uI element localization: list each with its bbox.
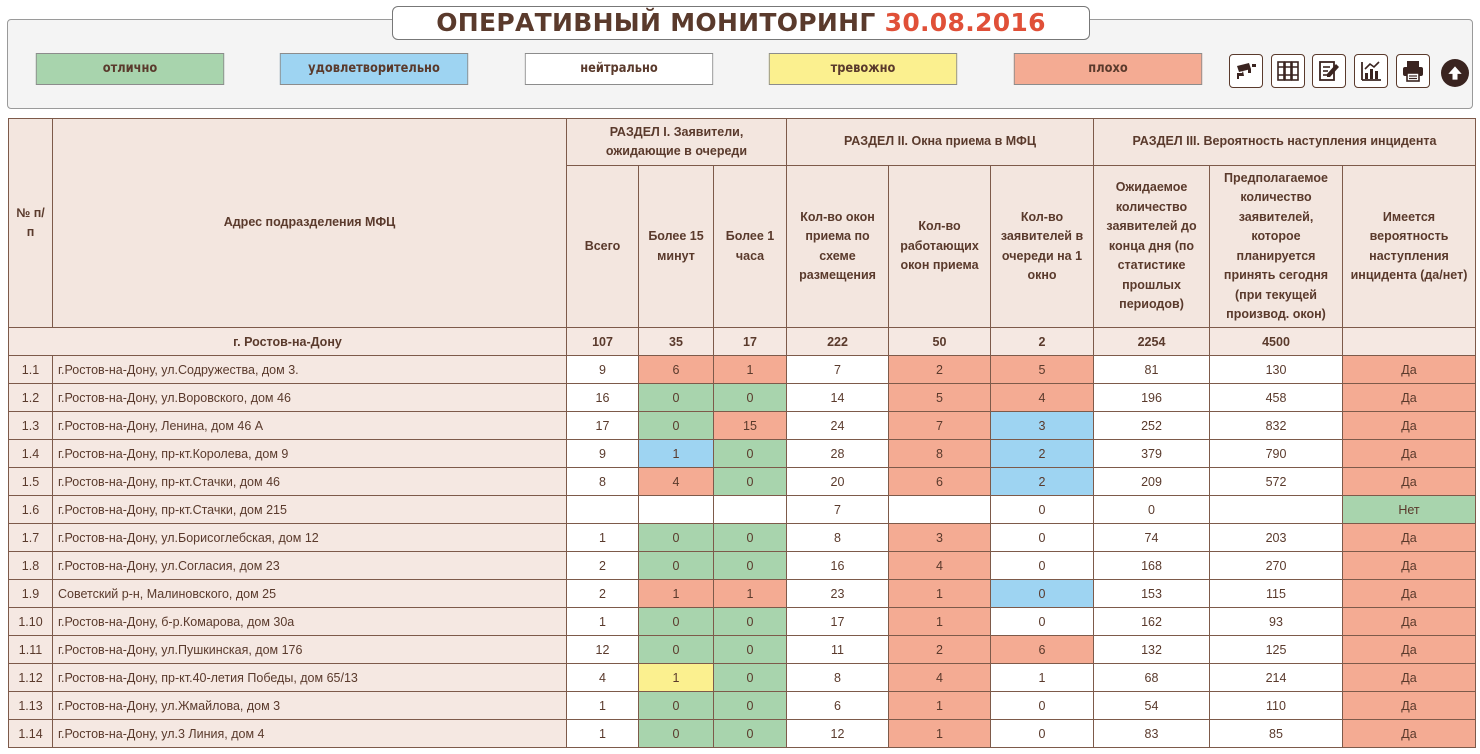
cell-expected: 162 <box>1094 608 1210 636</box>
cell-expected: 83 <box>1094 720 1210 748</box>
header-windows-scheme: Кол-во окон приема по схеме размещения <box>787 166 889 328</box>
table-row <box>9 468 1476 496</box>
cell-address: г.Ростов-на-Дону, ул.Борисоглебская, дом 12 <box>53 524 567 552</box>
cell-queue-per-window: 0 <box>991 580 1094 608</box>
cell-total: 1 <box>567 720 639 748</box>
cell-windows-scheme: 28 <box>787 440 889 468</box>
cell-address: г.Ростов-на-Дону, ул.Согласия, дом 23 <box>53 552 567 580</box>
cell-incident: Да <box>1343 384 1476 412</box>
cell-windows-scheme: 24 <box>787 412 889 440</box>
cell-planned: 214 <box>1210 664 1343 692</box>
cell-planned: 125 <box>1210 636 1343 664</box>
cell-windows-scheme: 23 <box>787 580 889 608</box>
cell-1hour: 0 <box>714 384 787 412</box>
cell-15min: 1 <box>639 580 714 608</box>
cell-address: г.Ростов-на-Дону, ул.Жмайлова, дом 3 <box>53 692 567 720</box>
cell-incident: Да <box>1343 440 1476 468</box>
cell-15min: 0 <box>639 608 714 636</box>
header-num: № п/п <box>9 119 53 328</box>
cell-windows-working: 1 <box>889 692 991 720</box>
table-row <box>9 524 1476 552</box>
cell-queue-per-window: 6 <box>991 636 1094 664</box>
cell-15min: 1 <box>639 664 714 692</box>
cell-windows-scheme: 7 <box>787 496 889 524</box>
summary-queue-per-window: 2 <box>991 328 1094 356</box>
cell-1hour: 0 <box>714 692 787 720</box>
cell-incident: Да <box>1343 636 1476 664</box>
cell-1hour: 0 <box>714 720 787 748</box>
cell-windows-scheme: 6 <box>787 692 889 720</box>
cell-15min: 0 <box>639 692 714 720</box>
header-queue-per-window: Кол-во заявителей в очереди на 1 окно <box>991 166 1094 328</box>
cell-1hour <box>714 496 787 524</box>
cell-planned <box>1210 496 1343 524</box>
cell-planned: 572 <box>1210 468 1343 496</box>
page-title <box>392 6 1090 40</box>
cell-planned: 790 <box>1210 440 1343 468</box>
cell-15min: 4 <box>639 468 714 496</box>
summary-expected: 2254 <box>1094 328 1210 356</box>
table-row <box>9 608 1476 636</box>
cell-incident: Нет <box>1343 496 1476 524</box>
cell-planned: 130 <box>1210 356 1343 384</box>
cell-expected: 132 <box>1094 636 1210 664</box>
cell-total: 17 <box>567 412 639 440</box>
header-1hour: Более 1 часа <box>714 166 787 328</box>
cell-15min: 0 <box>639 384 714 412</box>
print-icon <box>1401 59 1425 83</box>
cell-planned: 203 <box>1210 524 1343 552</box>
cell-windows-scheme: 16 <box>787 552 889 580</box>
header-section1: РАЗДЕЛ I. Заявители, ожидающие в очереди <box>567 119 787 166</box>
cell-expected: 252 <box>1094 412 1210 440</box>
cell-expected: 0 <box>1094 496 1210 524</box>
cell-address: г.Ростов-на-Дону, ул.Воровского, дом 46 <box>53 384 567 412</box>
cell-planned: 458 <box>1210 384 1343 412</box>
cell-address: г.Ростов-на-Дону, Ленина, дом 46 А <box>53 412 567 440</box>
header-section2: РАЗДЕЛ II. Окна приема в МФЦ <box>787 119 1094 166</box>
summary-windows-working: 50 <box>889 328 991 356</box>
cell-windows-working: 4 <box>889 664 991 692</box>
cell-windows-scheme: 7 <box>787 356 889 384</box>
cell-windows-working: 1 <box>889 608 991 636</box>
header-incident: Имеется вероятность наступления инцидента (да/нет) <box>1343 166 1476 328</box>
stats-icon <box>1359 59 1383 83</box>
cell-1hour: 0 <box>714 608 787 636</box>
cell-windows-scheme: 12 <box>787 720 889 748</box>
cell-1hour: 0 <box>714 524 787 552</box>
legend-excellent: отлично <box>36 53 224 85</box>
header-total: Всего <box>567 166 639 328</box>
cell-num: 1.1 <box>9 356 53 384</box>
cell-planned: 832 <box>1210 412 1343 440</box>
cell-windows-working: 7 <box>889 412 991 440</box>
cell-total: 2 <box>567 552 639 580</box>
cell-address: Советский р-н, Малиновского, дом 25 <box>53 580 567 608</box>
header-windows-working: Кол-во работающих окон приема <box>889 166 991 328</box>
cell-incident: Да <box>1343 468 1476 496</box>
cell-1hour: 0 <box>714 636 787 664</box>
scroll-up-button[interactable] <box>1441 59 1469 87</box>
cell-15min: 0 <box>639 636 714 664</box>
cell-windows-working: 8 <box>889 440 991 468</box>
cell-num: 1.8 <box>9 552 53 580</box>
summary-planned: 4500 <box>1210 328 1343 356</box>
cell-queue-per-window: 0 <box>991 496 1094 524</box>
legend-alarm: тревожно <box>769 53 957 85</box>
cell-windows-working: 1 <box>889 580 991 608</box>
cell-incident: Да <box>1343 608 1476 636</box>
arrow-up-icon <box>1445 63 1465 83</box>
cell-windows-scheme: 11 <box>787 636 889 664</box>
cell-queue-per-window: 0 <box>991 524 1094 552</box>
cell-total: 9 <box>567 440 639 468</box>
summary-incident <box>1343 328 1476 356</box>
summary-city: г. Ростов-на-Дону <box>9 328 567 356</box>
statistics-button[interactable] <box>1354 54 1388 88</box>
cell-num: 1.12 <box>9 664 53 692</box>
cell-incident: Да <box>1343 664 1476 692</box>
cell-queue-per-window: 0 <box>991 720 1094 748</box>
cell-15min: 0 <box>639 720 714 748</box>
cell-expected: 74 <box>1094 524 1210 552</box>
header-section3: РАЗДЕЛ III. Вероятность наступления инцидента <box>1094 119 1476 166</box>
cell-queue-per-window: 5 <box>991 356 1094 384</box>
header-planned: Предполагаемое количество заявителей, которое планируется принять сегодня (при текущей производ. окон) <box>1210 166 1343 328</box>
cell-windows-working: 6 <box>889 468 991 496</box>
cell-total: 4 <box>567 664 639 692</box>
table-row <box>9 412 1476 440</box>
summary-windows-scheme: 222 <box>787 328 889 356</box>
cell-queue-per-window: 2 <box>991 440 1094 468</box>
summary-1hour: 17 <box>714 328 787 356</box>
cell-incident: Да <box>1343 356 1476 384</box>
table-row <box>9 496 1476 524</box>
table-row <box>9 356 1476 384</box>
cell-address: г.Ростов-на-Дону, пр-кт.Стачки, дом 215 <box>53 496 567 524</box>
cell-num: 1.2 <box>9 384 53 412</box>
cell-planned: 110 <box>1210 692 1343 720</box>
cell-num: 1.3 <box>9 412 53 440</box>
cell-windows-scheme: 8 <box>787 524 889 552</box>
cell-total: 1 <box>567 692 639 720</box>
cell-address: г.Ростов-на-Дону, пр-кт.Королева, дом 9 <box>53 440 567 468</box>
cell-1hour: 0 <box>714 552 787 580</box>
cell-address: г.Ростов-на-Дону, б-р.Комарова, дом 30а <box>53 608 567 636</box>
cell-queue-per-window: 0 <box>991 692 1094 720</box>
legend-bad: плохо <box>1014 53 1202 85</box>
cell-windows-working: 2 <box>889 636 991 664</box>
cell-total: 1 <box>567 608 639 636</box>
cell-1hour: 0 <box>714 468 787 496</box>
page-title-date: 30.08.2016 <box>884 8 1046 37</box>
cell-expected: 54 <box>1094 692 1210 720</box>
books-button[interactable] <box>1271 54 1305 88</box>
cell-15min: 6 <box>639 356 714 384</box>
cell-windows-scheme: 14 <box>787 384 889 412</box>
table-row <box>9 580 1476 608</box>
cell-1hour: 1 <box>714 356 787 384</box>
table-row <box>9 636 1476 664</box>
page-title-text: ОПЕРАТИВНЫЙ МОНИТОРИНГ <box>436 8 876 37</box>
cell-expected: 196 <box>1094 384 1210 412</box>
cell-num: 1.14 <box>9 720 53 748</box>
cell-1hour: 0 <box>714 440 787 468</box>
print-button[interactable] <box>1396 54 1430 88</box>
legend-satisfactory: удовлетворительно <box>280 53 468 85</box>
cell-planned: 93 <box>1210 608 1343 636</box>
cell-total: 9 <box>567 356 639 384</box>
cell-address: г.Ростов-на-Дону, пр-кт.Стачки, дом 46 <box>53 468 567 496</box>
cell-incident: Да <box>1343 412 1476 440</box>
table-row <box>9 552 1476 580</box>
header-15min: Более 15 минут <box>639 166 714 328</box>
monitoring-table <box>8 118 1476 748</box>
cell-total: 12 <box>567 636 639 664</box>
cell-total: 2 <box>567 580 639 608</box>
cell-windows-working <box>889 496 991 524</box>
summary-15min: 35 <box>639 328 714 356</box>
cell-windows-scheme: 20 <box>787 468 889 496</box>
cell-total: 8 <box>567 468 639 496</box>
cell-incident: Да <box>1343 524 1476 552</box>
cell-15min: 0 <box>639 552 714 580</box>
cell-queue-per-window: 4 <box>991 384 1094 412</box>
cell-address: г.Ростов-на-Дону, пр-кт.40-летия Победы, дом 65/13 <box>53 664 567 692</box>
cell-windows-scheme: 8 <box>787 664 889 692</box>
cell-queue-per-window: 1 <box>991 664 1094 692</box>
cell-windows-working: 1 <box>889 720 991 748</box>
cell-planned: 85 <box>1210 720 1343 748</box>
cell-queue-per-window: 2 <box>991 468 1094 496</box>
cell-planned: 115 <box>1210 580 1343 608</box>
cell-windows-working: 3 <box>889 524 991 552</box>
cell-incident: Да <box>1343 552 1476 580</box>
cell-windows-working: 5 <box>889 384 991 412</box>
cell-windows-scheme: 17 <box>787 608 889 636</box>
cell-1hour: 0 <box>714 664 787 692</box>
header-address: Адрес подразделения МФЦ <box>53 119 567 328</box>
camera-button[interactable] <box>1229 54 1263 88</box>
cell-expected: 153 <box>1094 580 1210 608</box>
cell-incident: Да <box>1343 692 1476 720</box>
camera-icon <box>1234 59 1258 83</box>
table-row <box>9 720 1476 748</box>
cell-queue-per-window: 0 <box>991 552 1094 580</box>
cell-num: 1.6 <box>9 496 53 524</box>
legend-neutral: нейтрально <box>525 53 713 85</box>
cell-num: 1.11 <box>9 636 53 664</box>
cell-1hour: 15 <box>714 412 787 440</box>
cell-expected: 168 <box>1094 552 1210 580</box>
edit-document-button[interactable] <box>1312 54 1346 88</box>
cell-expected: 379 <box>1094 440 1210 468</box>
summary-row <box>9 328 1476 356</box>
table-row <box>9 440 1476 468</box>
header-expected: Ожидаемое количество заявителей до конца дня (по статистике прошлых периодов) <box>1094 166 1210 328</box>
cell-windows-working: 2 <box>889 356 991 384</box>
cell-1hour: 1 <box>714 580 787 608</box>
cell-total: 16 <box>567 384 639 412</box>
table-row <box>9 384 1476 412</box>
cell-15min: 0 <box>639 412 714 440</box>
cell-queue-per-window: 0 <box>991 608 1094 636</box>
cell-num: 1.4 <box>9 440 53 468</box>
cell-expected: 209 <box>1094 468 1210 496</box>
cell-num: 1.10 <box>9 608 53 636</box>
cell-total: 1 <box>567 524 639 552</box>
cell-num: 1.5 <box>9 468 53 496</box>
cell-planned: 270 <box>1210 552 1343 580</box>
cell-15min: 0 <box>639 524 714 552</box>
cell-address: г.Ростов-на-Дону, ул.Пушкинская, дом 176 <box>53 636 567 664</box>
cell-num: 1.9 <box>9 580 53 608</box>
table-row <box>9 692 1476 720</box>
summary-total: 107 <box>567 328 639 356</box>
edit-document-icon <box>1317 59 1341 83</box>
cell-windows-working: 4 <box>889 552 991 580</box>
cell-incident: Да <box>1343 580 1476 608</box>
cell-num: 1.7 <box>9 524 53 552</box>
cell-15min: 1 <box>639 440 714 468</box>
cell-total <box>567 496 639 524</box>
cell-15min <box>639 496 714 524</box>
books-icon <box>1276 59 1300 83</box>
cell-address: г.Ростов-на-Дону, ул.Содружества, дом 3. <box>53 356 567 384</box>
cell-expected: 68 <box>1094 664 1210 692</box>
table-row <box>9 664 1476 692</box>
cell-incident: Да <box>1343 720 1476 748</box>
cell-queue-per-window: 3 <box>991 412 1094 440</box>
cell-expected: 81 <box>1094 356 1210 384</box>
cell-num: 1.13 <box>9 692 53 720</box>
cell-address: г.Ростов-на-Дону, ул.3 Линия, дом 4 <box>53 720 567 748</box>
